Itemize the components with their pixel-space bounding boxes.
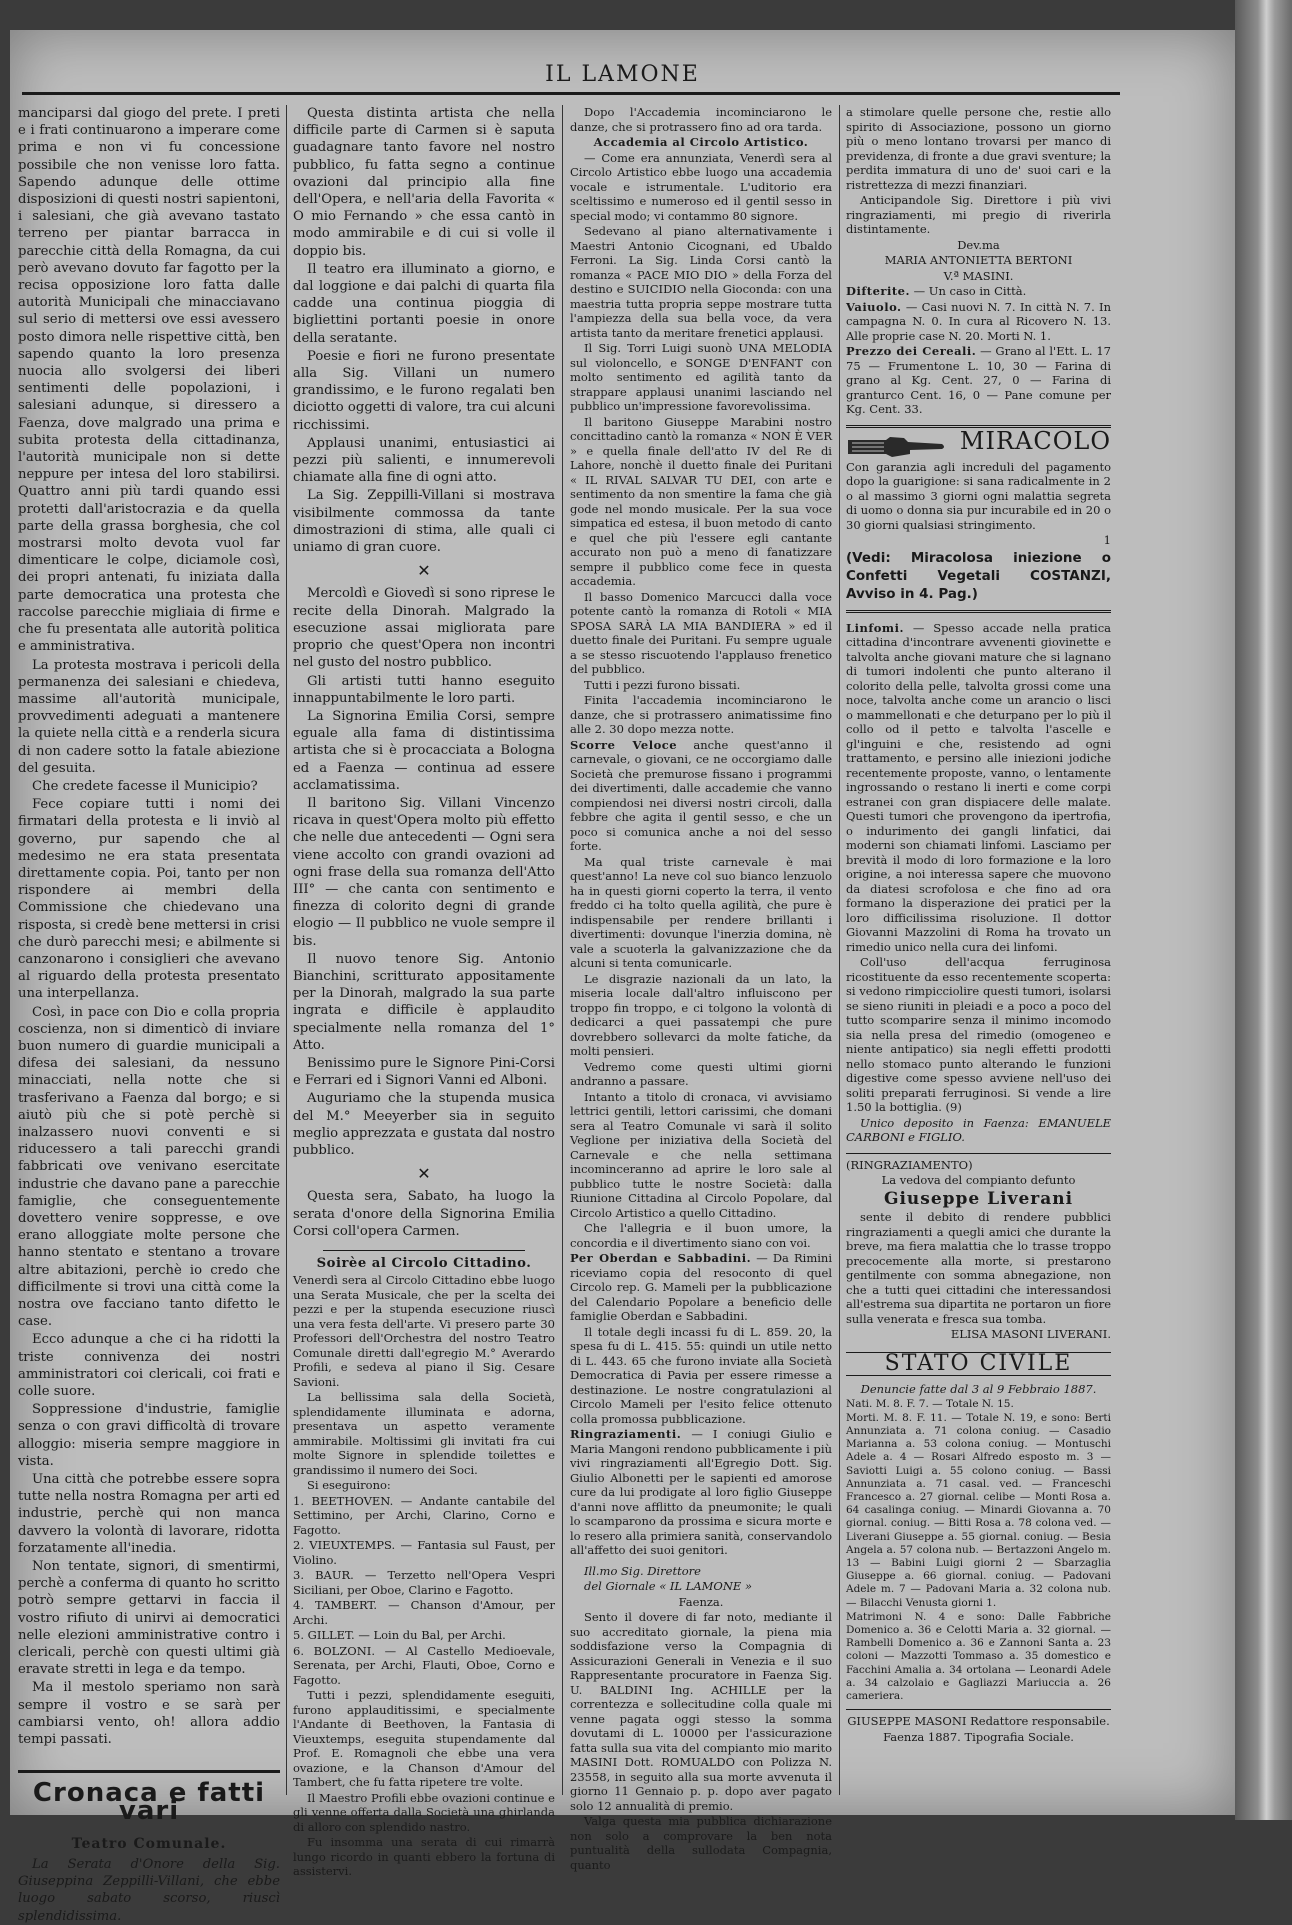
article-paragraph: — Da Rimini riceviamo copia del resoconto di quel Circolo rep. G. Mameli per la pubblicazione del Calendario Popolare a beneficio delle famiglie Oberdan e Sabbadini.: [570, 1251, 833, 1323]
article-paragraph: La Sig. Zeppilli-Villani si mostrava visibilmente commossa da tante dimostrazioni di stima, alle quali ci uniamo di gran cuore.: [293, 488, 555, 556]
program-item: 5. GILLET. — Loin du Bal, per Archi.: [293, 1628, 506, 1643]
column-3: [570, 105, 833, 1872]
article-paragraph: La Signorina Emilia Corsi, sempre eguale alla fama di distintissima artista che si è procacciata a Bologna ed a Faenza — continua ad essere acclamatissima.: [293, 708, 555, 793]
section-title-cronaca: Cronaca e fatti vari: [18, 1770, 280, 1819]
deposito-note: Unico deposito in Faenza: EMANUELE CARBONI e FIGLIO.: [846, 1115, 1111, 1144]
article-paragraph: Venerdì sera al Circolo Cittadino ebbe luogo una Serata Musicale, che per la scelta dei pezzi e per la stupenda esecuzione riuscì una vera festa dell'arte. Vi presero parte 30 Professori dell'Orchestra del nostro Teatro Comunale diretti dall'egregio M.° Averardo Profili, e sedeva al piano il Sig. Cesare Savioni.: [293, 1273, 555, 1389]
article-paragraph: La protesta mostrava i pericoli della permanenza dei salesiani e chiedeva, massime all'autorità municipale, provvedimenti adeguati a mantenere la quiete nella città e a renderla sicura di non cadere sotto la fatale abiezione del gesuita.: [18, 657, 280, 776]
article-paragraph: Che l'allegria e il buon umore, la concordia e il divertimento siano con voi.: [570, 1221, 832, 1250]
article-paragraph: Il Sig. Torri Luigi suonò UNA MELODIA sul violoncello, e SONGE D'ENFANT con molto sentimento ed agilità tanto da strappare applausi unanimi lasciando nel pubblico un'impressione favorevolissima.: [570, 341, 832, 413]
article-paragraph: Poesie e fiori ne furono presentate alla Sig. Villani un numero grandissimo, e le furono regalati ben diciotto oggetti di valore, tra cui alcuni ricchissimi.: [293, 348, 555, 433]
article-text: — Grano al l'Ett. L. 17 75 — Frumentone L. 10, 30 — Farina di grano al Kg. Cent. 27, 0 — Farina di granturco Cent. 16, 0 — Pane comune per Kg. Cent. 33.: [846, 344, 1111, 416]
article-paragraph: anche quest'anno il carnevale, o giovani, ce ne occorgiamo dalle Società che premurose fissano i programmi dei divertimenti, dalle accademie che vanno compiendosi nei diversi nostri circoli, dalla febbre che agita il gentil sesso, e che un poco si comunica anche a noi del sesso forte.: [570, 737, 832, 853]
article-paragraph: Questa sera, Sabato, ha luogo la serata d'onore della Signorina Emilia Corsi coll'opera Carmen.: [293, 1189, 555, 1239]
ad-text: Con garanzia agli increduli del pagamento dopo la guarigione: si sana radicalmente in 2 o al massimo 3 giorni ogni malattia segreta di uomo o donna sia pur incurabile ed in 20 o 30 giorni qualsiasi stringimento.: [846, 459, 1111, 532]
article-paragraph: Auguriamo che la stupenda musica del M.° Meeyerber sia in seguito meglio apprezzata e gustata dal nostro pubblico.: [293, 1091, 555, 1158]
program-item: 3. BAUR. — Terzetto nell'Opera Vespri Siciliani, per Oboe, Clarino e Fagotto.: [293, 1568, 555, 1597]
article-paragraph: Intanto a titolo di cronaca, vi avvisiamo lettrici gentili, lettori carissimi, che domani sera al Teatro Comunale vi sarà il solito Veglione per iniziativa della Società del Carnevale e che nella settimana incominceranno ad aprire le loro sale al pubblico tutte le nostre Società: dalla Riunione Cittadina al Circolo Popolare, dal Circolo Artistico a quello Cittadino.: [570, 1089, 832, 1220]
article-paragraph: Gli artisti tutti hanno eseguito innappuntabilmente le loro parti.: [293, 673, 555, 706]
heading-soiree: Soirèe al Circolo Cittadino.: [316, 1256, 532, 1271]
heading-ringraziamenti: Ringraziamenti.: [570, 1427, 682, 1441]
article-paragraph: Che credete facesse il Municipio?: [32, 778, 258, 794]
ringraziamento-intro: La vedova del compianto defunto: [881, 1173, 1076, 1187]
article-paragraph: Il teatro era illuminato a giorno, e dal loggione e dai palchi di quarta fila cadde una continua pioggia di bigliettini portanti poesie in onore della seratante.: [293, 261, 555, 346]
article-text: — Casi nuovi N. 7. In città N. 7. In campagna N. 0. In cura al Ricovero N. 13. Alle proprie case N. 20. Morti N. 1.: [846, 299, 1111, 343]
column-rule: [562, 105, 563, 1795]
newspaper-page: [10, 30, 1235, 1924]
article-paragraph: Ma qual triste carnevale è mai quest'anno! La neve col suo bianco lenzuolo ha in questi giorni coperto la terra, il vento freddo ci ha tolto quella agilità, che pure è indispensabile per rendere brillanti i divertimenti: dovunque l'inerzia domina, nè vale a scuoterla la galvanizzazione che da alcuni si tenta comunicarle.: [570, 854, 832, 970]
article-text: — Spesso accade nella pratica cittadina d'incontrare avvenenti giovinette e talvolta anche giovani mature che si lagnano di tumori indolenti che punto alterano il colorito della pelle, talvolta grossi come una noce, talvolta anche come un arancio o lisci o mammellonati e che deturpano per lo più il collo od il petto e talvolta l'ascelle e gl'inguini e che, resistendo ad ogni trattamento, e persino alle iniezioni jodiche recentemente proposte, vanno, o lentamente ingrossando o restano li inerti e come corpi estranei con gran dispiacere delle malate. Questi tumori che provengono da ipertrofia, o indurimento dei gangli linfatici, dai moderni son chiamati linfomi. Lasciamo per brevità il modo di loro formazione e la loro origine, a noi interessa sapere che muovono da diatesi scrofolosa e che fino ad ora formano la disperazione dei pratici per la loro difficilissima risoluzione. Il dottor Giovanni Mazzolini di Roma ha trovato un rimedio unico nella cura dei linfomi.: [846, 620, 1111, 954]
ringraziamento-head: (RINGRAZIAMENTO): [846, 1157, 973, 1172]
column-1: [18, 105, 280, 1924]
masthead: IL LAMONE: [545, 62, 700, 87]
article-paragraph: Non tentate, signori, di smentirmi, perchè a conferma di quanto ho scritto potrò sempre gettarvi in faccia il vostro rifiuto di unirvi ai democratici nelle elezioni amministrative contro i clericali, perchè con questi ultimi già eravate stretti in lega e da tempo.: [18, 1559, 280, 1678]
article-paragraph: Il baritono Sig. Villani Vincenzo ricava in quest'Opera molto più effetto che nelle due antecedenti — Ogni sera viene accolto con grandi ovazioni ad ogni frase della sua romanza dell'Atto III° — che canta con sentimento e finezza di colorito degni di grande elogio — Il pubblico ne vuole sempre il bis.: [293, 795, 555, 949]
separator-cross-icon: ✕: [417, 1164, 431, 1184]
article-paragraph: Tutti i pezzi furono bissati.: [584, 677, 741, 692]
article-paragraph: Il baritono Giuseppe Marabini nostro concittadino cantò la romanza « NON È VER » e quella finale dell'atto IV del Re di Lahore, nonchè il duetto finale dei Puritani « IL RIVAL SALVAR TU DEI, con arte e sentimento da non smentire la fama che già gode nel mondo musicale. Per la sua voce simpatica ed estesa, il buon metodo di canto e quel che più l'essere egli cantante accurato non può a meno di fanatizzare sempre il pubblico come fece in questa accademia.: [570, 414, 832, 588]
article-paragraph: Fu insomma una serata di cui rimarrà lungo ricordo in quanti ebbero la fortuna di assistervi.: [293, 1835, 555, 1879]
masthead-rule: [22, 92, 1120, 95]
heading-teatro-comunale: Teatro Comunale.: [71, 1835, 227, 1852]
advertisement-miracolo: [846, 425, 1111, 613]
signature: Dev.ma: [957, 237, 1000, 252]
heading-scorre-veloce: Scorre Veloce: [570, 737, 678, 752]
article-paragraph: Dopo l'Accademia incominciarono le danze, che si protrassero fino ad ora tarda.: [570, 105, 832, 134]
article-paragraph: Vedremo come questi ultimi giorni andranno a passare.: [570, 1059, 832, 1088]
article-text: — Un caso in Città.: [913, 284, 1027, 298]
article-paragraph: Benissimo pure le Signore Pini-Corsi e Ferrari ed i Signori Vanni ed Alboni.: [293, 1055, 555, 1089]
article-paragraph: Finita l'accademia incominciarono le danze, che si protrassero animatissime fino alle 2. 30 dopo mezza notte.: [570, 693, 832, 736]
program-item: 1. BEETHOVEN. — Andante cantabile del Settimino, per Archi, Clarino, Corno e Fagotto.: [293, 1493, 555, 1537]
program-item: 6. BOLZONI. — Al Castello Medioevale, Serenata, per Archi, Flauti, Oboe, Corno e Fagotto.: [293, 1643, 555, 1687]
article-paragraph: manciparsi dal giogo del prete. I preti e i frati continuarono a imperare come prima e non vi fu concessione possibile che non venisse loro fatta. Sapendo adunque delle ottime disposizioni di questi nostri sapientoni, i salesiani, che già avevano tastato terreno per piantar barracca in parecchie città della Romagna, da cui però avevano dovuto far fagotto per la recisa opposizione loro fatta dalle autorità Municipali che minacciavano sul serio di mettersi ove essi avessero posto dimora nelle rispettive città, ben sapendo quanto la loro presenza nuocia allo svolgersi dei liberi sentimenti delle popolazioni, i salesiani adunque, si diressero a Faenza, dove malgrado una prima e subita protesta della cittadinanza, l'autorità municipale non si dette neppure per intesa del loro stabilirsi. Quattro anni più tardi quando essi protetti dall'aristocrazia e da quella parte della grassa borghesia, che col mostrarsi molto devota vuol far dimenticare le colpe, diciamole così, dei propri antenati, fu iniziata dalla parte democratica una protesta che raccolse parecchie migliaia di firme e che fu presentata alle autorità politica e amministrativa.: [18, 106, 280, 655]
divider: [323, 1250, 525, 1251]
ad-number: 1: [1103, 533, 1111, 547]
letter-address: Ill.mo Sig. Direttore: [584, 1563, 701, 1578]
stato-nati: Nati. M. 8. F. 7. — Totale N. 15.: [846, 1397, 1014, 1410]
article-paragraph: Il totale degli incassi fu di L. 859. 20, la spesa fu di L. 415. 55: quindi un utile netto di L. 443. 65 che furono inviate alla Società Democratica di Pavia per essere rimesse a destinazione. Le nostre congratulazioni al Circolo Mameli per l'esito felice ottenuto colla promossa pubblicazione.: [570, 1324, 832, 1426]
article-paragraph: Sedevano al piano alternativamente i Maestri Antonio Cicognani, ed Ubaldo Ferroni. La Sig. Linda Corsi cantò la romanza « PACE MIO DIO » della Forza del destino e SUICIDIO nella Gioconda: con una maestria tutta propria seppe mostrare tutta l'ampiezza della sua bella voce, da vera artista tanto da meritare frenetici applausi.: [570, 224, 832, 340]
column-2: [293, 105, 555, 1879]
article-paragraph: La Serata d'Onore della Sig. Giuseppina Zeppilli-Villani, che ebbe luogo sabato scorso, riuscì splendidissima.: [18, 1856, 280, 1924]
signature: MARIA ANTONIETTA BERTONI: [884, 253, 1073, 267]
program-item: 4. TAMBERT. — Chanson d'Amour, per Archi.: [293, 1598, 555, 1627]
heading-vaiuolo: Vaiuolo.: [846, 299, 902, 314]
article-paragraph: — Come era annunziata, Venerdì sera al Circolo Artistico ebbe luogo una accademia vocale e istrumentale. L'uditorio era sceltissimo e numeroso ed il gentil sesso in special modo; vi contammo 80 signore.: [570, 150, 832, 223]
ringraziamento-name: Giuseppe Liverani: [883, 1188, 1074, 1209]
tipografia-line: Faenza 1887. Tipografia Sociale.: [883, 1729, 1074, 1744]
stato-matrimoni: Matrimoni N. 4 e sono: Dalle Fabbriche Domenico a. 36 e Celotti Maria a. 32 giornal. — Rambelli Domenico a. 36 e Zannoni Santa a. 23 coloni — Mazzotti Tommaso a. 35 domestico e Facchini Amalia a. 34 ortolana — Leonardi Adele a. 34 calzolaio e Gagliazzi Mariuccia a. 26 cameriera.: [846, 1610, 1111, 1702]
article-paragraph: Le disgrazie nazionali da un lato, la miseria locale dall'altro influiscono per troppo fin troppo, e ci tolgono la volontà di dedicarci a quei passatempi che pure dovrebbero sollevarci da molte fatiche, da molti pensieri.: [570, 971, 832, 1058]
article-paragraph: Sento il dovere di far noto, mediante il suo accreditato giornale, la piena mia soddisfazione verso la Compagnia di Assicurazioni Generali in Venezia e il suo Rappresentante procuratore in Faenza Sig. U. BALDINI Ing. ACHILLE per la correntezza e sollecitudine colla quale mi venne pagata oggi stesso la somma dovutami di L. 10000 per l'assicurazione fatta sulla sua vita del compianto mio marito MASINI Dott. ROMUALDO con Polizza N. 23558, in seguito alla sua morte avvenuta il giorno 11 Gennaio p. p. dopo aver pagato solo 12 annualità di premio.: [570, 1610, 832, 1813]
article-paragraph: Una città che potrebbe essere sopra tutte nella nostra Romagna per arti ed industrie, perchè qui non manca davvero la volontà di lavorare, ridotta forzatamente all'inedia.: [18, 1472, 280, 1556]
heading-difterite: Difterite.: [846, 284, 910, 298]
ad-title: MIRACOLO: [959, 426, 1111, 455]
article-paragraph: Soppressione d'industrie, famiglie senza o con gravi difficoltà di trovare alloggio: miseria sempre maggiore in vista.: [18, 1402, 280, 1469]
article-paragraph: Si eseguirono:: [307, 1478, 391, 1493]
stato-civile-period: Denuncie fatte dal 3 al 9 Febbraio 1887.: [860, 1382, 1097, 1396]
article-paragraph: Applausi unanimi, entusiastici ai pezzi più salienti, e innumerevoli chiamate alla fine di ogni atto.: [293, 435, 555, 486]
pointing-hand-icon: [846, 434, 946, 460]
binding-edge: [1235, 0, 1292, 1820]
article-paragraph: — I coniugi Giulio e Maria Mangoni rendono pubblicamente i più vivi ringraziamenti all'Egregio Dott. Sig. Giulio Albonetti per le sapienti ed amorose cure da lui prodigate al loro figlio Giuseppe d'anni nove afflitto da pneumonite; le quali lo scamparono da prossima e sicura morte e lo resero alla primiera sanità, conservandolo all'affetto dei suoi genitori.: [570, 1427, 832, 1557]
article-paragraph: Ecco adunque a che ci ha ridotti la triste connivenza dei nostri amministratori coi clericali, coi frati e colle suore.: [18, 1332, 280, 1400]
article-paragraph: Valga questa mia pubblica dichiarazione non solo a comprovare la ben nota puntualità della sullodata Compagnia, quanto: [570, 1814, 832, 1872]
stato-civile-title: STATO CIVILE: [846, 1352, 1111, 1377]
stato-morti: Morti. M. 8. F. 11. — Totale N. 19, e sono: Berti Annunziata a. 71 colona coniug. — Casadio Marianna a. 53 colona coniug. — Montuschi Adele a. 4 — Rosari Alfredo esposto m. 3 — Saviotti Luigi a. 55 colono coniug. — Bassi Annunziata a. 71 casal. ved. — Franceschi Francesco a. 27 giornal. celibe — Monti Rosa a. 64 casalinga coniug. — Minardi Giovanna a. 70 giornal. coniug. — Bitti Rosa a. 78 colona ved. — Liverani Giuseppe a. 55 giornal. coniug. — Besia Angela a. 57 colona nub. — Bertazzoni Angelo m. 13 — Babini Luigi giorni 2 — Sbarzaglia Giuseppe a. 66 giornal. coniug. — Padovani Adele m. 7 — Padovani Maria a. 32 colona nub. — Bilacchi Venusta giorni 1.: [846, 1411, 1111, 1609]
heading-accademia: Accademia al Circolo Artistico.: [593, 135, 809, 149]
ad-notice: (Vedi: Miracolosa iniezione o Confetti Vegetali COSTANZI, Avviso in 4. Pag.): [846, 549, 1111, 602]
divider: [846, 1153, 1111, 1154]
column-4: [846, 105, 1111, 1800]
article-paragraph: Così, in pace con Dio e colla propria coscienza, non si dimenticò di inviare buon numero di guardie municipali a difesa dei salesiani, da nessuno minacciati, nella notte che si trasferivano a Faenza dal borgo; e si aiutò più che si potè perchè si inalzassero nuovi conventi e si riducessero a tali parecchi grandi fabbricati ove venivano esercitate industrie che davano pane a parecchie famiglie, che conseguentemente dovettero venire soppresse, e ove erano alloggiate molte persone che hanno stentato e stentano a trovare altre abitazioni, perchè io credo che difficilmente si trovi una città come la nostra ove facciano tanto difetto le case.: [18, 1004, 280, 1330]
separator-cross-icon: ✕: [417, 561, 431, 581]
ringraziamento-text: sente il debito di rendere pubblici ringraziamenti a quegli amici che durante la breve, ma fiera malattia che lo trasse troppo precocemente alla morte, si prestarono gentilmente con somma abnegazione, non che a tutti quei cittadini che interessandosi all'estrema sua dipartita ne portaron un fiore sulla venerata e fresca sua tomba.: [846, 1210, 1111, 1326]
heading-linfomi: Linfomi.: [846, 620, 904, 635]
article-paragraph: Tutti i pezzi, splendidamente eseguiti, furono applauditissimi, e specialmente l'Andante di Beethoven, la Fantasia di Vieuxtemps, eseguita stupendamente dal Prof. E. Romagnoli che ebbe una vera ovazione, e la Chanson d'Amour del Tambert, che fu fatta ripetere tre volte.: [293, 1688, 555, 1790]
article-paragraph: Fece copiare tutti i nomi dei firmatari della protesta e li inviò al governo, pur sapendo che al medesimo ne era stata presentata direttamente copia. Poi, tanto per non rispondere ai membri della Commissione che chiedevano una risposta, si credè bene mettersi in crisi che durò parecchi mesi; e abilmente si canzonarono i consiglieri che avevano al riguardo della protesta presentato una interpellanza.: [18, 797, 280, 1002]
ringraziamento-signature: ELISA MASONI LIVERANI.: [950, 1327, 1111, 1341]
heading-oberdan: Per Oberdan e Sabbadini.: [570, 1251, 752, 1265]
article-paragraph: Coll'uso dell'acqua ferruginosa ricostituente da esso recentemente scoperta: si vedono rimpicciolire questi tumori, isolarsi se sieno riuniti in pleiadi e a poco a poco del tutto scomparire senza il minimo incomodo sia nella presa del rimedio (omogeneo e niente antipatico) sia negli effetti prodotti nello stomaco punto alterando le funzioni digestive come spesso avviene nell'uso dei soliti preparati ferruginosi. Si vende a lire 1.50 la bottiglia. (9): [846, 955, 1111, 1114]
article-paragraph: a stimolare quelle persone che, restie allo spirito di Associazione, possono un giorno più o meno lontano trovarsi per manco di previdenza, di fronte a due gravi sventure; la perdita immatura di uno de' suoi cari e la ristrettezza di mezzi finanziari.: [846, 105, 1111, 192]
letter-city: Faenza.: [678, 1594, 724, 1609]
column-rule: [839, 105, 840, 1795]
article-paragraph: Ma il mestolo speriamo non sarà sempre il vostro e se sarà per cambiarsi vento, oh! allora addio tempi passati.: [18, 1680, 280, 1748]
signature: V.ª MASINI.: [943, 268, 1014, 283]
article-paragraph: Questa distinta artista che nella difficile parte di Carmen si è saputa guadagnare tanto favore nel nostro pubblico, fu fatta segno a continue ovazioni dal principio alla fine dell'Opera, e nell'aria della Favorita « O mio Fernando » che essa cantò in modo ammirabile e di cui si volle il doppio bis.: [293, 106, 555, 259]
article-paragraph: La bellissima sala della Società, splendidamente illuminata e adorna, presentava un aspetto veramente ammirabile. Moltissimi gli invitati fra cui molte Signore in splendide toilettes e grandissimo il numero dei Soci.: [293, 1390, 555, 1477]
heading-prezzo-cereali: Prezzo dei Cereali.: [846, 344, 977, 358]
program-item: 2. VIEUXTEMPS. — Fantasia sul Faust, per Violino.: [293, 1538, 555, 1567]
article-paragraph: Mercoldì e Giovedì si sono riprese le recite della Dinorah. Malgrado la esecuzione assai migliorata pare proprio che quest'Opera non incontri nel gusto del nostro pubblico.: [293, 586, 555, 671]
article-paragraph: Il Maestro Profili ebbe ovazioni continue e gli venne offerta dalla Società una ghirlanda di alloro con splendido nastro.: [293, 1790, 555, 1834]
redattore-line: GIUSEPPE MASONI Redattore responsabile.: [847, 1714, 1110, 1729]
article-paragraph: Il basso Domenico Marcucci dalla voce potente cantò la romanza di Rotoli « MIA SPOSA SARÀ LA MIA BANDIERA » ed il duetto finale dei Puritani. Fu sempre uguale a se stesso riscuotendo l'applauso frenetico del pubblico.: [570, 589, 832, 676]
column-rule: [286, 105, 287, 1795]
article-paragraph: Anticipandole Sig. Direttore i più vivi ringraziamenti, mi pregio di riverirla distintamente.: [846, 193, 1111, 236]
letter-address: del Giornale « IL LAMONE »: [584, 1579, 753, 1593]
article-paragraph: Il nuovo tenore Sig. Antonio Bianchini, scritturato appositamente per la Dinorah, malgrado la sua parte ingrata e difficile è applaudito specialmente nella romanza del 1° Atto.: [293, 951, 555, 1053]
